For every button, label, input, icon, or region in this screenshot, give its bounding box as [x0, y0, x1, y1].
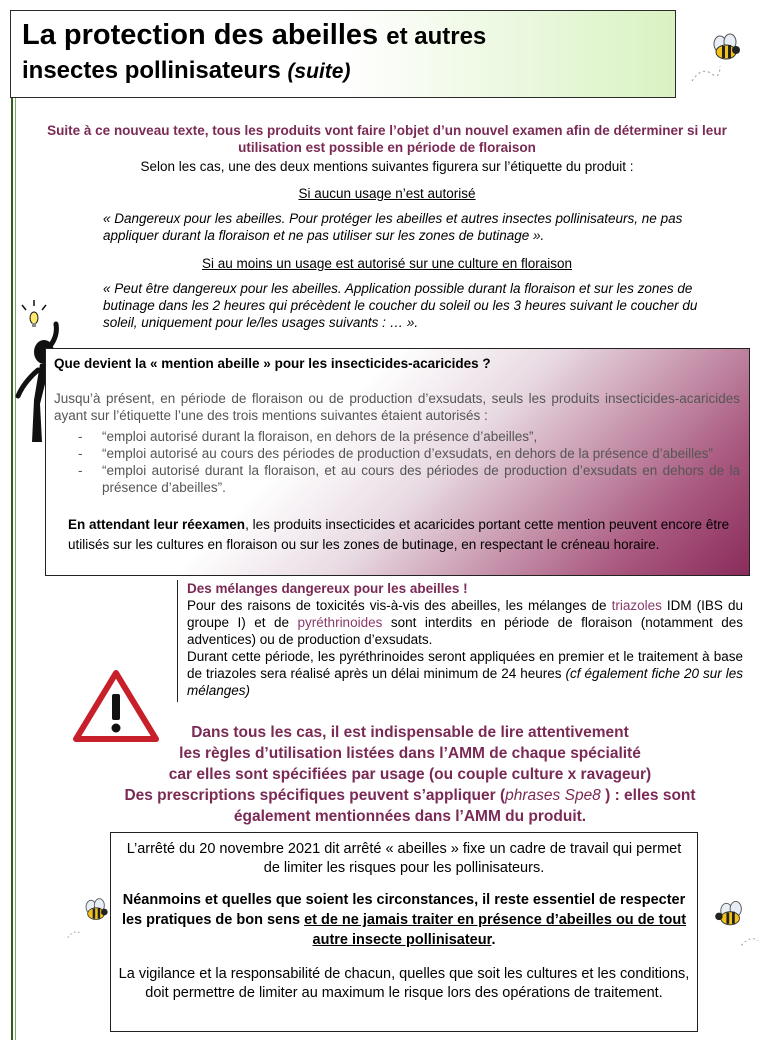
final-p3: La vigilance et la responsabilité de chacun, quelles que soit les cultures et les conditions, doit permettre de limiter au maximum le risque lors des opérations de traitement.	[118, 966, 690, 1001]
case2-heading-wrap	[40, 255, 734, 272]
title-main: La protection des abeilles	[22, 19, 379, 51]
mention-question: Que devient la « mention abeille » pour les insecticides-acaricides ?	[54, 356, 491, 371]
left-rule-thin	[15, 98, 16, 1040]
final-underlined: et de ne jamais traiter en présence d’abeilles ou de tout autre insecte pollinisateur	[304, 912, 687, 948]
melanges-rule	[177, 580, 178, 702]
case1-quote: « Dangereux pour les abeilles. Pour protéger les abeilles et autres insectes pollinisateurs, ne pas appliquer durant la floraison et ne pas utiliser sur les zones de butinage ».	[103, 211, 683, 243]
case2-heading: Si au moins un usage est autorisé sur une culture en floraison	[202, 256, 572, 271]
pyrethrinoides-term: pyréthrinoides	[297, 615, 383, 630]
bee-icon	[690, 26, 750, 86]
title-suite: (suite)	[287, 60, 351, 83]
warning-line2: les règles d’utilisation listées dans l’AMM de chaque spécialité	[179, 745, 641, 762]
page-title-line2	[22, 56, 350, 87]
triazoles-term: triazoles	[611, 598, 662, 613]
warning-line1: Dans tous les cas, il est indispensable de lire attentivement	[191, 724, 629, 741]
title-small: et autres	[386, 23, 487, 50]
list-item: - “emploi autorisé durant la floraison, en dehors de la présence d’abeilles”,	[78, 429, 538, 444]
mention-wait	[68, 515, 736, 555]
wait-bold: En attendant leur réexamen	[68, 517, 246, 532]
intro-plain: Selon les cas, une des deux mentions suivantes figurera sur l’étiquette du produit :	[140, 159, 634, 174]
warning-line5: également mentionnées dans l’AMM du produit.	[233, 808, 587, 825]
page-title-line1	[22, 18, 486, 54]
wait-rest: , les produits insecticides et acaricides portant cette mention peuvent encore être utilisés sur les cultures en floraison ou sur les zones de butinage, en respectant le créneau horaire.	[68, 517, 730, 552]
warning-line3: car elles sont spécifiées par usage (ou couple culture x ravageur)	[168, 766, 652, 783]
warning-line4: Des prescriptions spécifiques peuvent s’appliquer (phrases Spe8 ) : elles sont	[124, 787, 696, 804]
melanges-title: Des mélanges dangereux pour les abeilles !	[187, 581, 468, 596]
mention-intro: Jusqu’à présent, en période de floraison ou de production d’exsudats, seuls les produits insecticides-acaricides ayant sur l’étiquette l’une des trois mentions suivantes étaient autorisés :	[54, 391, 740, 423]
list-item: - “emploi autorisé au cours des périodes de production d’exsudats, en dehors de la présence d’abeilles”	[78, 446, 713, 461]
mention-list	[54, 428, 740, 496]
list-item: - “emploi autorisé durant la floraison, et au cours des périodes de production d’exsudats en dehors de la présence d’abeilles”.	[78, 463, 740, 495]
intro-bold: Suite à ce nouveau texte, tous les produits vont faire l’objet d’un nouvel examen afin de déterminer si leur utilisation est possible en période de floraison	[47, 123, 727, 155]
final-p1: L’arrêté du 20 novembre 2021 dit arrêté « abeilles » fixe un cadre de travail qui permet de limiter les risques pour les pollinisateurs.	[126, 841, 682, 876]
case2-quote: « Peut être dangereux pour les abeilles. Application possible durant la floraison et sur les zones de butinage dans les 2 heures qui précèdent le coucher du soleil ou les 3 heures suivant le coucher du soleil, uniquement pour le/les usages suivants : … ».	[103, 281, 698, 330]
warning-text	[60, 722, 760, 827]
left-rule	[11, 98, 13, 1040]
title-line2-main: insectes pollinisateurs	[22, 57, 281, 84]
melanges-text: Pour des raisons de toxicités vis-à-vis des abeilles, les mélanges de triazoles IDM (IBS du groupe I) et de pyréthrinoides sont interdits en période de floraison (notamment des adventices) ou de production d’exsudats. Durant cette période, les pyréthrinoides seront appliquées en premier et le traitement à base de triazoles sera réalisé après un délai minimum de 24 heures (cf également fiche 20 sur les mélanges)	[187, 598, 743, 698]
case1-heading: Si aucun usage n’est autorisé	[298, 186, 476, 201]
final-p2: Néanmoins et quelles que soient les circonstances, il reste essentiel de respecter les pratiques de bon sens et de ne jamais traiter en présence d’abeilles ou de tout autre insecte pollinisateur.	[121, 892, 687, 948]
case1-heading-wrap	[40, 185, 734, 202]
bee-icon	[66, 892, 116, 942]
bee-icon	[704, 894, 760, 950]
